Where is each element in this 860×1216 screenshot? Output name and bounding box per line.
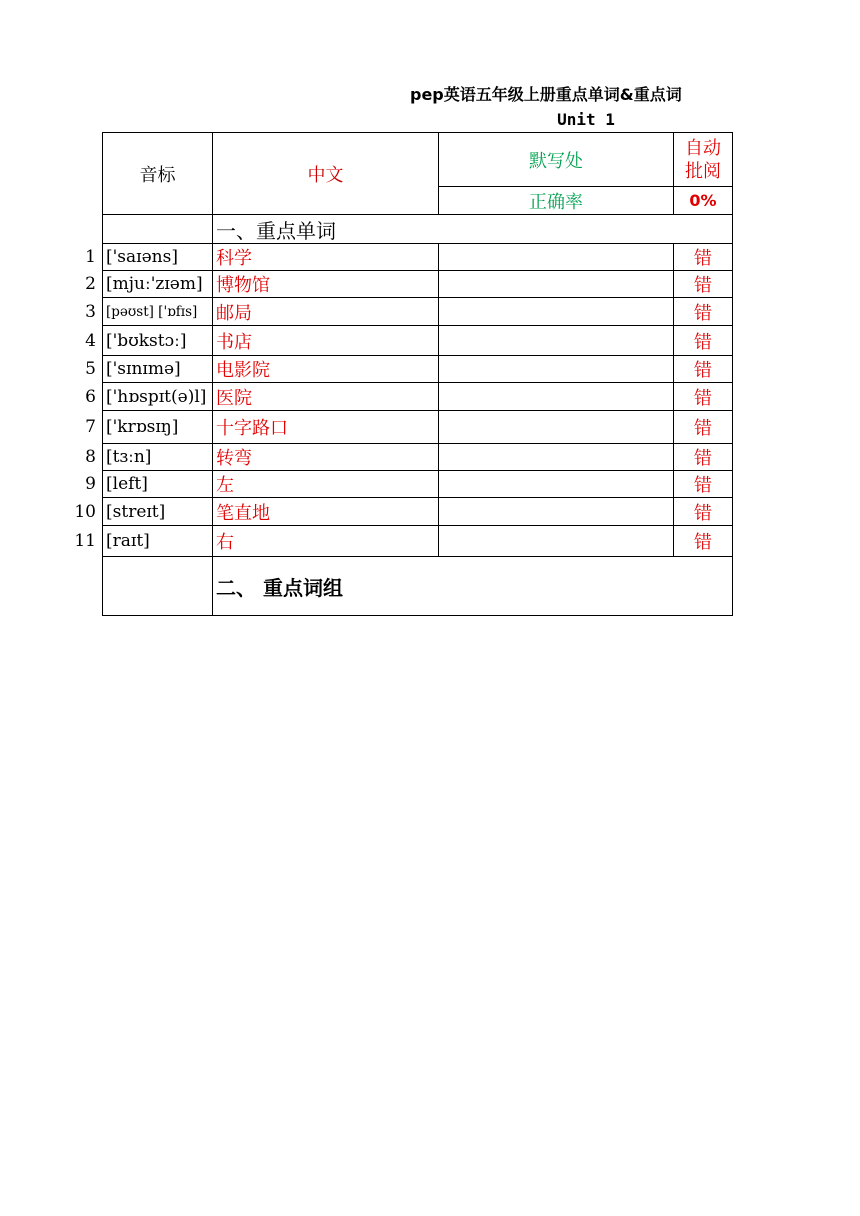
dictation-input-cell[interactable] <box>438 470 674 498</box>
row-number: 3 <box>85 301 96 322</box>
sheet-title: pep英语五年级上册重点单词&重点词 <box>410 85 682 104</box>
section-words-title: 一、重点单词 <box>212 214 733 244</box>
grade-mark-cell: 错 <box>673 497 733 526</box>
accuracy-value: 0% <box>673 186 733 215</box>
grade-mark-cell: 错 <box>673 297 733 326</box>
chinese-cell: 博物馆 <box>212 270 439 298</box>
auto-grade-line1: 自动 <box>685 137 721 159</box>
row-number: 4 <box>85 330 96 351</box>
dictation-input-cell[interactable] <box>438 410 674 444</box>
chinese-cell: 右 <box>212 525 439 557</box>
row-number: 1 <box>85 247 96 267</box>
chinese-cell: 书店 <box>212 325 439 356</box>
dictation-input-cell[interactable] <box>438 382 674 411</box>
grade-mark-cell: 错 <box>673 443 733 471</box>
phonetic-cell: [tɜːn] <box>102 443 213 471</box>
section-phrases-title: 二、 重点词组 <box>212 556 733 616</box>
grade-mark-cell: 错 <box>673 270 733 298</box>
chinese-cell: 电影院 <box>212 355 439 383</box>
unit-label: Unit 1 <box>557 110 615 129</box>
row-number: 2 <box>85 274 96 294</box>
chinese-cell: 邮局 <box>212 297 439 326</box>
row-number: 10 <box>74 501 96 522</box>
dictation-input-cell[interactable] <box>438 355 674 383</box>
phonetic-cell: [raɪt] <box>102 525 213 557</box>
auto-grade-line2: 批阅 <box>685 160 721 182</box>
grade-mark-cell: 错 <box>673 325 733 356</box>
header-dictation: 默写处 <box>438 132 674 187</box>
row-number: 11 <box>74 531 96 551</box>
row-number: 8 <box>85 447 96 467</box>
row-number: 9 <box>85 474 96 494</box>
row-number: 7 <box>85 417 96 437</box>
row-number: 6 <box>85 386 96 407</box>
grade-mark-cell: 错 <box>673 470 733 498</box>
chinese-cell: 科学 <box>212 243 439 271</box>
chinese-cell: 转弯 <box>212 443 439 471</box>
header-phonetic: 音标 <box>102 132 213 215</box>
row-number: 5 <box>85 359 96 379</box>
chinese-cell: 笔直地 <box>212 497 439 526</box>
chinese-cell: 医院 <box>212 382 439 411</box>
dictation-input-cell[interactable] <box>438 297 674 326</box>
dictation-input-cell[interactable] <box>438 525 674 557</box>
dictation-input-cell[interactable] <box>438 270 674 298</box>
chinese-cell: 十字路口 <box>212 410 439 444</box>
dictation-input-cell[interactable] <box>438 243 674 271</box>
section-empty-cell <box>102 556 213 616</box>
phonetic-cell: [left] <box>102 470 213 498</box>
accuracy-label: 正确率 <box>438 186 674 215</box>
chinese-cell: 左 <box>212 470 439 498</box>
phonetic-cell: ['bʊkstɔː] <box>102 325 213 356</box>
phonetic-cell: ['hɒspɪt(ə)l] <box>102 382 213 411</box>
phonetic-cell: [pəʊst] ['ɒfɪs] <box>102 297 213 326</box>
dictation-input-cell[interactable] <box>438 443 674 471</box>
header-chinese: 中文 <box>212 132 439 215</box>
grade-mark-cell: 错 <box>673 410 733 444</box>
section-empty-cell <box>102 214 213 244</box>
phonetic-cell: ['sɪnɪmə] <box>102 355 213 383</box>
phonetic-cell: ['krɒsɪŋ] <box>102 410 213 444</box>
phonetic-cell: ['saɪəns] <box>102 243 213 271</box>
grade-mark-cell: 错 <box>673 525 733 557</box>
header-auto-grade <box>673 132 733 187</box>
dictation-input-cell[interactable] <box>438 325 674 356</box>
grade-mark-cell: 错 <box>673 355 733 383</box>
grade-mark-cell: 错 <box>673 382 733 411</box>
phonetic-cell: [mjuː'zɪəm] <box>102 270 213 298</box>
dictation-input-cell[interactable] <box>438 497 674 526</box>
phonetic-cell: [streɪt] <box>102 497 213 526</box>
grade-mark-cell: 错 <box>673 243 733 271</box>
